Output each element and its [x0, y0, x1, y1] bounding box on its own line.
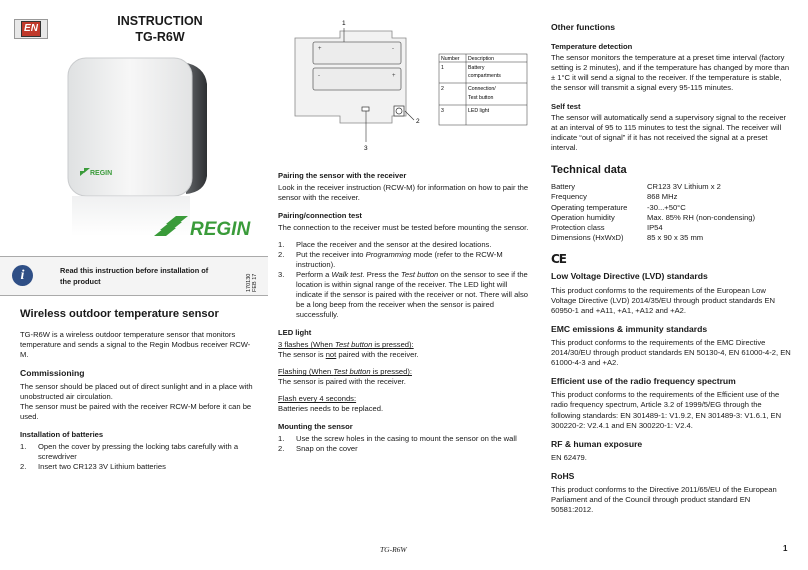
ce-mark: CE: [551, 251, 567, 266]
regin-logo-text: REGIN: [190, 219, 251, 240]
step-text: Open the cover by pressing the locking tabs carefully with a screwdriver: [38, 442, 239, 462]
step-text: Snap on the cover: [296, 444, 358, 454]
svg-text:-: -: [318, 73, 320, 79]
technical-data-table: [551, 182, 755, 244]
callout-1: 1: [342, 20, 346, 27]
list-item: [278, 270, 531, 320]
rf-heading: RF & human exposure: [551, 438, 643, 449]
list-item: [20, 462, 258, 472]
test-heading: Pairing/connection test: [278, 211, 362, 221]
radio-heading: Efficient use of the radio frequency spectrum: [551, 376, 736, 387]
date-code-line-1: 170130: [246, 273, 252, 292]
batteries-heading: Installation of batteries: [20, 430, 104, 440]
step-number: 1.: [20, 442, 27, 452]
led-state-2-label: Flashing (When Test button is pressed):: [278, 367, 412, 377]
commissioning-heading: Commissioning: [20, 367, 85, 378]
table-cell-num: 2: [441, 86, 444, 92]
test-steps: [278, 240, 531, 320]
legend-table: [439, 54, 527, 125]
svg-text:+: +: [392, 73, 396, 79]
table-row: Operation humidity Max. 85% RH (non-condensing): [551, 212, 756, 222]
left-column: [20, 307, 258, 472]
table-header-description: Description: [468, 56, 494, 62]
temperature-detection-heading: Temperature detection: [551, 42, 633, 52]
step-number: 2.: [278, 444, 285, 454]
section-title: Wireless outdoor temperature sensor: [20, 308, 219, 320]
language-badge: [14, 19, 48, 39]
footer-product: TG-R6W: [380, 545, 407, 554]
rohs-text: This product conforms to the Directive 2011/65/EU of the European Parliament and of the Council through product standard EN 50581:2012.: [551, 485, 777, 515]
date-code-line-2: FEB 17: [252, 273, 259, 292]
pairing-heading: Pairing the sensor with the receiver: [278, 171, 407, 180]
info-notice: Read this instruction before installation of the product: [60, 266, 209, 286]
product-photo: [0, 44, 268, 250]
commissioning-text-2: The sensor must be paired with the receiver RCW-M before it can be used.: [20, 402, 252, 422]
led-state-3-text: Batteries needs to be replaced.: [278, 404, 384, 414]
step-number: 3.: [278, 270, 285, 280]
step-number: 1.: [278, 434, 285, 444]
info-icon: i: [12, 265, 33, 286]
technical-data-heading: Technical data: [551, 163, 627, 176]
commissioning-text-1: The sensor should be placed out of direct sunlight and in a place with unobstructed air circulation.: [20, 382, 253, 402]
list-item: [278, 240, 531, 250]
table-cell-desc-cont: compartments: [468, 73, 501, 79]
lvd-text: This product conforms to the requirements of the European Low Voltage Directive (LVD) 2014/35/EU through product standards EN 60950-1 and +A11, +A1, +A12 and +A2.: [551, 285, 775, 315]
intro-text: TG-R6W is a wireless outdoor temperature sensor that monitors temperature and sends a signal to the Regin Modbus receiver RCW-M.: [20, 329, 251, 359]
led-state-1-label: 3 flashes (When Test button is pressed):: [278, 340, 414, 350]
svg-text:-: -: [392, 46, 394, 52]
table-row: Dimensions (HxWxD) 85 x 90 x 35 mm: [551, 233, 704, 243]
table-cell-num: 1: [441, 65, 444, 71]
table-cell-desc: Battery: [468, 65, 485, 71]
sensor-diagram: [280, 16, 540, 161]
table-cell-desc: LED light: [468, 108, 490, 114]
table-header-number: Number: [441, 56, 460, 62]
step-number: 2.: [20, 462, 27, 472]
step-number: 1.: [278, 240, 285, 250]
table-row: Frequency 868 MHz: [551, 192, 678, 202]
step-text: Use the screw holes in the casing to mount the sensor on the wall: [296, 434, 517, 444]
table-cell-desc: Connection/: [468, 86, 496, 92]
self-test-heading: Self test: [551, 102, 581, 112]
document-title: [60, 14, 260, 45]
table-row: Protection class IP54: [551, 223, 663, 233]
list-item: [278, 250, 531, 270]
rf-text: EN 62479.: [551, 452, 587, 462]
list-item: [278, 434, 531, 444]
step-text: Place the receiver and the sensor at the desired locations.: [296, 240, 492, 250]
test-text: The connection to the receiver must be tested before mounting the sensor.: [278, 223, 529, 233]
batteries-steps: [20, 442, 258, 472]
right-column: [551, 22, 791, 515]
table-row: Battery CR123 3V Lithium x 2: [551, 182, 721, 192]
language-code: EN: [21, 21, 41, 36]
led-state-3-label: Flash every 4 seconds:: [278, 394, 357, 404]
rohs-heading: RoHS: [551, 470, 575, 481]
led-state-2-text: The sensor is paired with the receiver.: [278, 377, 406, 387]
title-line-2: TG-R6W: [135, 29, 185, 44]
list-item: [20, 442, 258, 462]
other-functions-heading: Other functions: [551, 22, 615, 32]
emc-text: This product conforms to the requirements of the EMC Directive 2014/30/EU through product standards EN 50130-4, EN 61000-4-2, EN 61000-4-3 and +A2.: [551, 338, 791, 368]
table-cell-num: 3: [441, 108, 444, 114]
middle-column: [278, 171, 531, 454]
self-test-text: The sensor will automatically send a supervisory signal to the receiver at an interval of 95 to 115 minutes to test the signal. The receiver will indicate “out of signal” if it has not received the signal at a preset interval.: [551, 113, 787, 153]
mount-steps: [278, 434, 531, 454]
led-heading: LED light: [278, 328, 312, 338]
svg-text:+: +: [318, 46, 322, 52]
step-number: 2.: [278, 250, 285, 260]
step-text: Put the receiver into Programming mode (refer to the RCW-M instruction).: [296, 250, 503, 270]
radio-text: This product conforms to the requirements of the Efficient use of the radio frequency spectrum, Article 3.2 of 1999/5/EG through the following standards: EN 301489-1: V1.9.2, EN 301489-3: V1.6.1, EN 300220-2: V2.4.1 and EN 300220-1: V2.4.: [551, 390, 782, 430]
list-item: [278, 444, 531, 454]
lvd-heading: Low Voltage Directive (LVD) standards: [551, 271, 708, 282]
table-row: Operating temperature -30...+50°C: [551, 202, 686, 212]
led-state-1-text: The sensor is not paired with the receiver.: [278, 350, 419, 360]
pairing-text: Look in the receiver instruction (RCW-M) for information on how to pair the sensor with the receiver.: [278, 183, 529, 203]
date-code: [246, 262, 260, 292]
callout-2: 2: [416, 118, 420, 125]
table-cell-desc-cont: Test button: [468, 95, 494, 101]
mount-heading: Mounting the sensor: [278, 422, 353, 432]
step-text: Perform a Walk test. Press the Test button on the sensor to see if the location is within signal range of the receiver. The LED light will indicate if the sensor is paired with the receiver or not. There will also be a long beep from the receiver when the sensor is paired successfully.: [296, 270, 529, 320]
callout-3: 3: [364, 145, 368, 152]
title-line-1: INSTRUCTION: [117, 14, 203, 28]
temperature-detection-text: The sensor monitors the temperature at a preset time interval (factory setting is 2 minutes), and if the temperature has changed by more than ± 1°C it will send a signal to the receiver. If the temperature is stable, the sensor will transmit a signal every 95-115 minutes.: [551, 53, 790, 93]
step-text: Insert two CR123 3V Lithium batteries: [38, 462, 166, 472]
emc-heading: EMC emissions & immunity standards: [551, 323, 708, 334]
case-logo-text: REGIN: [90, 170, 113, 177]
page-number: 1: [783, 544, 788, 553]
